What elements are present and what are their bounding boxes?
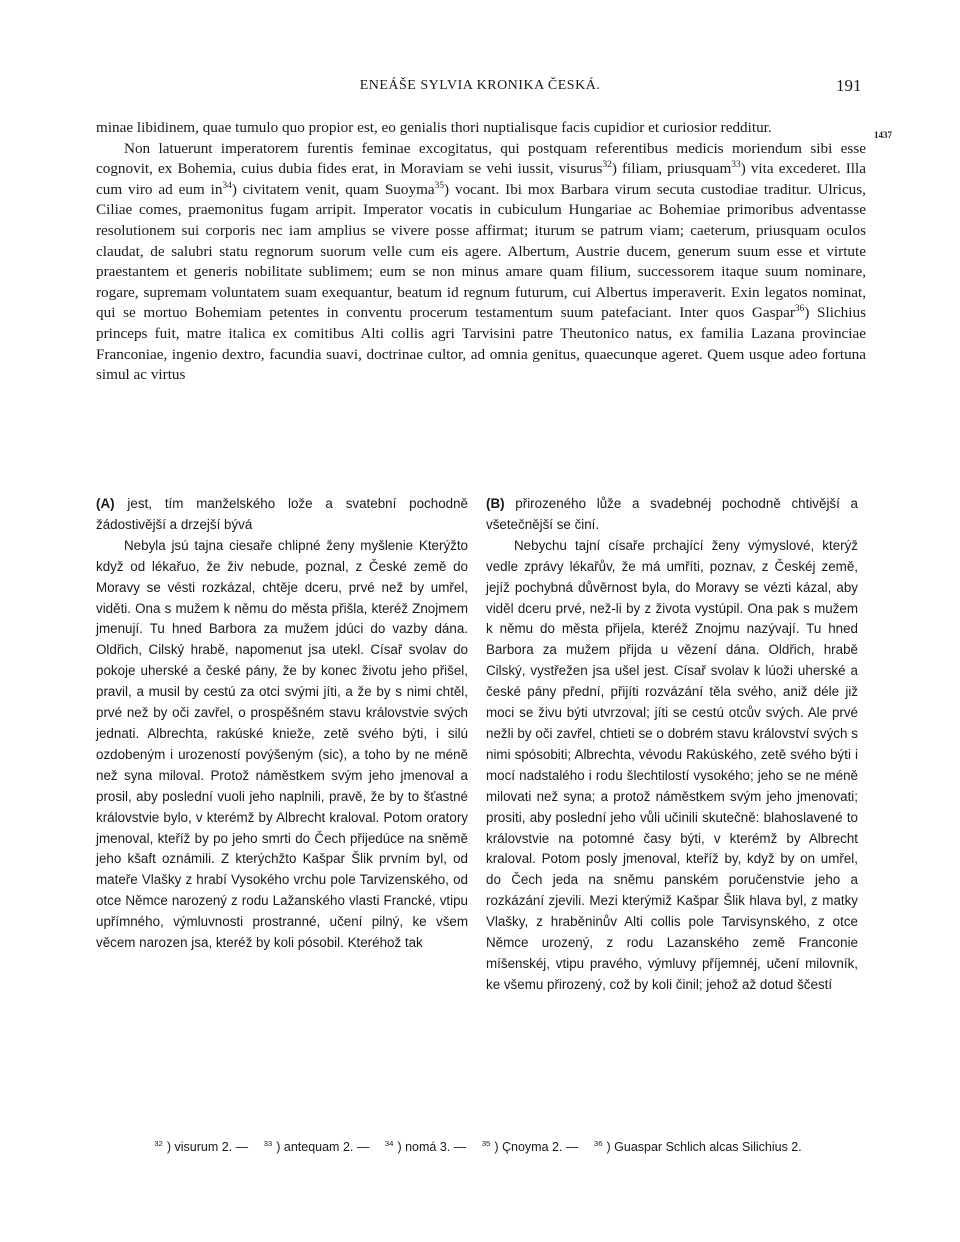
column-a-lead-text: jest, tím manželského lože a svatební pochodně žádostivější a drzejší bývá bbox=[96, 496, 468, 532]
footnote-ref: 36 bbox=[794, 304, 805, 315]
footnote-number: 33 bbox=[263, 1138, 273, 1148]
running-head bbox=[0, 78, 960, 102]
latin-paragraph-2 bbox=[96, 139, 866, 386]
footnote-number: 35 bbox=[481, 1138, 491, 1148]
column-b bbox=[486, 494, 858, 996]
page-number: 191 bbox=[836, 76, 862, 95]
footnote-number: 34 bbox=[384, 1138, 394, 1148]
latin-text bbox=[96, 118, 866, 386]
footnote bbox=[264, 1140, 374, 1154]
footnotes bbox=[0, 1140, 960, 1154]
footnote-ref: 35 bbox=[434, 180, 445, 191]
footnote-ref: 33 bbox=[731, 160, 741, 171]
footnote bbox=[154, 1140, 252, 1154]
margin-year: 1437 bbox=[874, 130, 892, 140]
footnote-number: 32 bbox=[154, 1138, 163, 1148]
latin-text-run: Non latuerunt imperatorem furentis feminae excogitatus, qui postquam referentibus medicis moriendum sibi esse cognovit, ex Bohemia, cuius dubia fides erat, in Moraviam se vehi iussit, visurus bbox=[96, 139, 866, 178]
footnote-number: 36 bbox=[593, 1138, 603, 1148]
footnote bbox=[385, 1140, 470, 1154]
latin-paragraph-1: minae libidinem, quae tumulo quo propior est, eo genialis thori nuptialisque facis cupidior et curiosior redditur. bbox=[96, 119, 772, 136]
footnote-text: ) visurum 2. — bbox=[166, 1140, 249, 1154]
column-a-label: (A) bbox=[96, 496, 115, 511]
latin-text-run: ) civitatem venit, quam Suoyma bbox=[231, 180, 435, 198]
latin-text-run: ) Slichius princeps fuit, matre italica ex comitibus Alti collis agri Tarvisini patre Theutonico natus, ex familia Lazana provinciae Franconiae, ingenio dextro, facundia suavi, doctrinae cultor, ad omnia genitus, quaecunque ageret. Quem usque adeo fortuna simul ac virtus bbox=[96, 304, 866, 384]
footnote-text: ) antequam 2. — bbox=[276, 1140, 370, 1154]
column-b-label: (B) bbox=[486, 496, 505, 511]
footnote-text: ) Çnoyma 2. — bbox=[494, 1140, 579, 1154]
latin-text-run: ) vita excederet. Illa cum viro ad eum in bbox=[96, 160, 866, 198]
czech-translations bbox=[96, 494, 866, 1110]
column-b-lead bbox=[486, 494, 858, 536]
column-a bbox=[96, 494, 468, 954]
column-b-lead-text: přirozeného lůže a svadebnéj pochodně chtivější a všetečnější se činí. bbox=[486, 496, 858, 532]
column-b-paragraph: Nebychu tajní císaře prchající ženy výmyslové, kterýž vedle zprávy lékařův, že má umříti, poznav, z Českéj země, jejíž pochybná důvěrnost byla, do Moravy se vézti kázal, aby viděl dceru prvé, než-li by z života vystúpil. Ona pak s mužem k němu do města přijela, kteréž Znojmu nazývají. Tu hned Barbora za mužem přijda u vězení dána. Oldřich, hrabě Cilský, vystřežen jsa ušel jest. Císař svolav k lúoži uherské a české pány přední, přijíti rozvázání těla svého, aniž déle již moci se živu býti utvrzoval; jíti se cestú otcův svých. Ale prvé nežli by oči zavřel, chtieti se o dobrém stavu království svých s nimi spósobiti; Albrechta, vévodu Rakúského, zetě svého býti i mocí nadstalého i rodu šlechtilostí vysokého; jeho se ne méně milovati než syna; a protož náměstkem svým jeho jmenovati; prositi, aby poslední jeho vůli učinili skutečně: blahoslavené to královstvie na potomné časy býti, v kterémž by Albrecht kraloval. Potom posly jmenoval, kteříž by, když by on umřel, do Čech jeda na sněmu panském poručenstvie jeho a rozkázání zjevili. Mezi kterýmiž Kašpar Šlik hlava byl, z matky Vlašky, z hraběninův Alti collis pole Tarvisynského, z otce Němce urozený, z rodu Lazanského země Franconie míšenskéj, vtipu pravého, výmluvy příjemnéj, učení milovník, ke všemu přirozený, což by koli činil; jehož až dotud ščestí bbox=[486, 537, 858, 992]
latin-text-run: ) filiam, priusquam bbox=[611, 160, 732, 178]
footnote-ref: 32 bbox=[602, 160, 612, 171]
footnote-text: ) Guaspar Schlich alcas Silichius 2. bbox=[606, 1140, 802, 1154]
latin-text-run: ) vocant. Ibi mox Barbara virum secuta custodiae traditur. Ulricus, Ciliae comes, praemonitus fugam arripit. Imperator vocatis in cubiculum Hungariae ac Bohemiae primoribus adventasse resolutionem sui corporis nec iam amplius se vivere posse affirmat; iturum se patrum viam; caeterum, priusquam oculos claudat, de salubri statu regnorum suorum velle cum eis agere. Albertum, Austrie ducem, generum suum esse et virtute praestantem et generis nobilitate sublimem; eum se non minus amare quam filium, successorem itaque suum nominare, rogare, supremam voluntatem suam exequantur, beatum id regnum futurum, cui Albertus imperaverit. Exin legatos nominat, qui se mortuo Bohemiam petentes in conventu procerum testamentum suum patefaciant. Inter quos Gaspar bbox=[96, 180, 866, 322]
column-a-lead bbox=[96, 494, 468, 536]
footnote bbox=[594, 1140, 806, 1154]
running-title: ENEÁŠE SYLVIA KRONIKA ČESKÁ. bbox=[359, 78, 601, 93]
footnote-text: ) nomá 3. — bbox=[397, 1140, 467, 1154]
column-a-paragraph: Nebyla jsú tajna ciesaře chlipné ženy myšlenie Kterýžto když od lékařuo, že živ nebude, poznal, z České země do Moravy se vésti rozkázal, chtěje dceru, prvé než by umřel, viděti. Ona s mužem k němu do města přišla, kteréž Znojmem jmenují. Tu hned Barbora za mužem jdúci do vazby dána. Oldřich, Cilský hrabě, napomenut jsa utekl. Císař svolav do pokoje uherské a české pány, že by konec životu jeho přišel, pravil, a musil by cestú za otci svými jíti, a že by s nimi chtěl, prvé než by oči zavřel, o prospěšném stavu královstvie svých jednati. Albrechta, rakúské knieže, zetě svého býti, i silú ozdobeným i urozeností povýšeným (sic), a toho by ne méně než syna miloval. Protož náměstkem svým jeho jmenoval a prosil, aby poslední vuoli jeho naplnili, pravě, že by to šťastné královstvie bylo, v kterémž by Albrecht kraloval. Potom oratory jmenoval, kteříž by po jeho smrti do Čech přijedúce na sněmě jeho kšaft oznámili. Z kterýchžto Kašpar Šlik prvním byl, od mateře Vlašky z hrabí Vysokého vrchu pole Tarvizenského, od otce Němce narozený z rodu Lažanského vlasti Francké, vtipu upřímného, výmluvnosti prostranné, učení pilný, ke všem věcem narozen jsa, kteréž by koli pósobil. Kteréhož tak bbox=[96, 537, 468, 951]
footnote bbox=[482, 1140, 583, 1154]
footnote-ref: 34 bbox=[222, 180, 232, 191]
